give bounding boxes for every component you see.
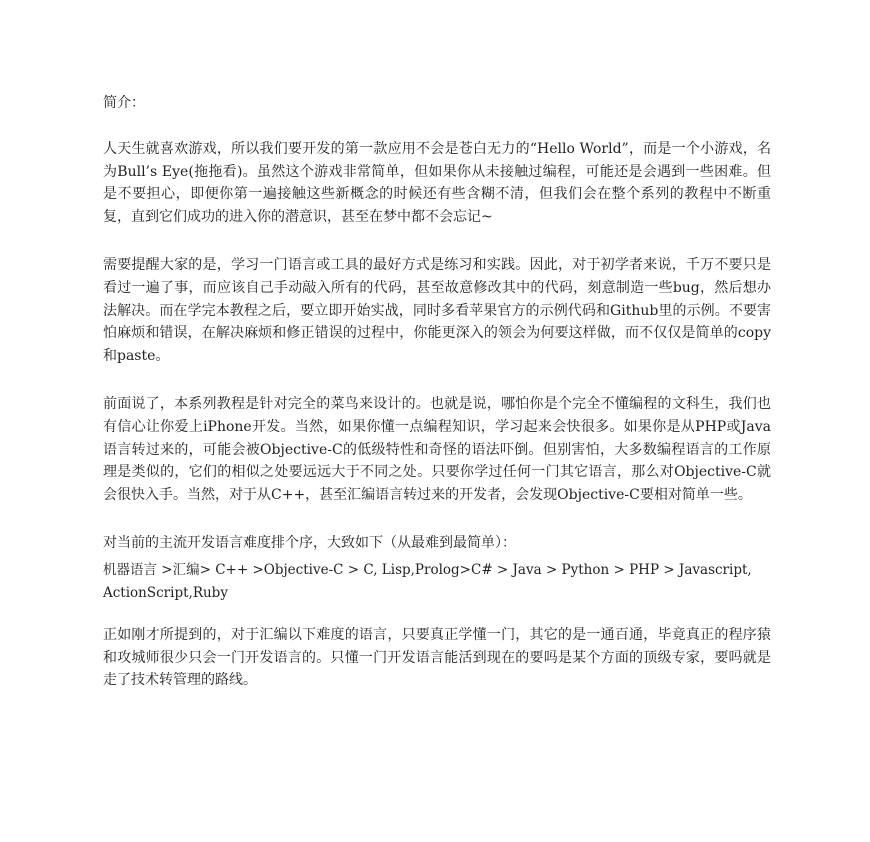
paragraph-intro: 人天生就喜欢游戏，所以我们要开发的第一款应用不会是苍白无力的“Hello World”，而是一个小游戏，名为Bull’s Eye(拖拖看)。虽然这个游戏非常简单，但如果你从未接触过编程，可能还是会遇到一些困难。但是不要担心，即便你第一遍接触这些新概念的时候还有些含糊不清，但我们会在整个系列的教程中不断重复，直到它们成功的进入你的潜意识，甚至在梦中都不会忘记~ — [103, 141, 771, 225]
paragraph-ranking-intro: 对当前的主流开发语言难度排个序，大致如下（从最难到最简单）： — [103, 535, 516, 552]
paragraph-practice: 需要提醒大家的是，学习一门语言或工具的最好方式是练习和实践。因此，对于初学者来说，千万不要只是看过一遍了事，而应该自己手动敲入所有的代码，甚至故意修改其中的代码，刻意制造一些bug，然后想办法解决。而在学完本教程之后，要立即开始实战，同时多看苹果官方的示例代码和Github里的示例。不要害怕麻烦和错误，在解决麻烦和修正错误的过程中，你能更深入的领会为何要这样做，而不仅仅是简单的copy和paste。 — [103, 257, 771, 364]
language-ranking: 机器语言 >汇编> C++ >Objective-C > C, Lisp,Prolog>C# > Java > Python > PHP > Javascript, ActionScript,Ruby — [103, 561, 752, 601]
section-heading: 简介： — [103, 95, 145, 111]
document-page — [103, 92, 771, 718]
paragraph-closing: 正如刚才所提到的，对于汇编以下难度的语言，只要真正学懂一门，其它的是一通百通，毕竟真正的程序猿和攻城师很少只会一门开发语言的。只懂一门开发语言能活到现在的要吗是某个方面的顶级专家，要吗就是走了技术转管理的路线。 — [103, 627, 771, 689]
paragraph-audience: 前面说了，本系列教程是针对完全的菜鸟来设计的。也就是说，哪怕你是个完全不懂编程的文科生，我们也有信心让你爱上iPhone开发。当然，如果你懂一点编程知识，学习起来会快很多。如果你是从PHP或Java语言转过来的，可能会被Objective-C的低级特性和奇怪的语法吓倒。但别害怕，大多数编程语言的工作原理是类似的，它们的相似之处要远远大于不同之处。只要你学过任何一门其它语言，那么对Objective-C就会很快入手。当然，对于从C++，甚至汇编语言转过来的开发者，会发现Objective-C要相对简单一些。 — [103, 396, 771, 503]
